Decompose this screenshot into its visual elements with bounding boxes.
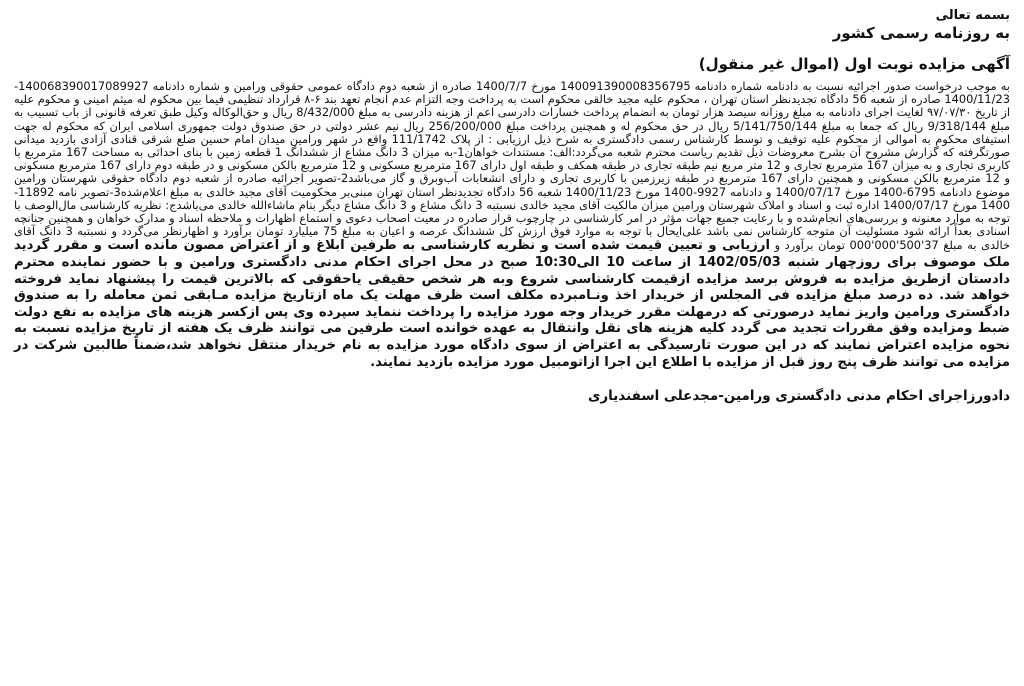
notice-page xyxy=(14,8,1010,678)
notice-body-bold-inline: ارزیابی و تعیین قیمت شده است و نظریه کارشناسی به طرفین ابلاغ و از اعتراض مصون مانده است و مقرر گردید ملک موصوف برای روزچهار شنبه 1402/05/03 از ساعت 10 الی10:30 صبح در محل اجرای احکام مدنی دادگستری ورامین و با حضور نماینده محترم دادستان ازطریق مزایده به فروش برسد مزایده ازقیمت کارشناسی شروع وبه هر شخص حقیقی یاحقوقی که بالاترین قیمت را پیشنهاد نماید فروخته خواهد شد. ده درصد مبلغ مزایده فی المجلس از خریدار اخذ ونـامبرده مکلف است ظرف مهلت یک ماه ازتاریخ مزایده مـابقی ثمن معامله را به صندوق دادگستری ورامین واریز نماید درصورتی که درمهلت مقرر خریدار وجه مورد مزایده را پرداخت ننماید سپرده وی پس ازکسر هزینه های مزایده به نفع دولت ضبط ومزایده وفق مقررات تجدید می گردد کلیه هزینه های نقل وانتقال به عهده خوانده است طرفین می توانند ظرف یک هفته از تاریخ مزایده نسبت به نحوه مزایده اعتراض نمایند که در این صورت تارسیدگی به اعتراض از سوی دادگاه مورد مزایده به نام خریدار منتقل نخواهد شد،ضمناً طالبین شرکت در مزایده می توانند ظرف پنج روز قبل از مزایده با اطلاع این اجرا ازاتومبیل مورد مزایده بازدید نمایند. xyxy=(14,238,1011,370)
notice-title: آگهی مزایده نوبت اول (اموال غیر منقول) xyxy=(698,55,1010,73)
newspaper-heading: به روزنامه رسمی کشور xyxy=(832,24,1010,42)
notice-body xyxy=(14,80,1010,371)
notice-body-text xyxy=(14,80,1010,371)
basmala-heading: بسمه تعالی xyxy=(935,8,1010,23)
notice-body-regular: به موجب درخواست صدور اجرائیه نسبت به دادنامه شماره دادنامه 140091390008356795 مورخ 1400/7/7 صادره از شعبه دوم دادگاه عمومی حقوقی ورامین و شماره دادنامه 140068390017089927-1400/11/23 صادره از شعبه 56 دادگاه تجدیدنظر استان تهران ، محکوم علیه مجید خالقی محکوم است به پرداخت وجه التزام عدم انجام تعهد بند ۶-۸ قرارداد تنظیمی فیما بین محکوم له میثم امینی و محکوم علیه از تاریخ ۹۷/۰۷/۳۰ لغایت اجرای دادنامه به مبلغ روزانه سیصد هزار تومان به انضمام پرداخت خسارات دادرسی اعم از هزینه دادرسی به مبلغ 8/432/000 ریال و حق‌الوکاله وکیل طبق تعرفه قانونی از باب تسبیب به مبلغ 9/318/144 ریال که جمعا به مبلغ 5/141/750/144 ریال در حق محکوم له و همچنین پرداخت مبلغ 256/200/000 ریال نیم عشر دولتی در حق صندوق دولت جمهوری اسلامی ایران که محکوم له جهت استیفای محکوم به اموالی از محکوم علیه توقیف و توسط کارشناس رسمی دادگستری به شرح ذیل ارزیابی : از پلاک 111/1742 واقع در شهر ورامین میدان امام حسین ضلع شرقی قنادی آزادی بازدید میدانی صورتگرفته که گزارش مشروح آن بشرح معروضات ذیل تقدیم ریاست محترم شعبه می‌گردد:الف: مستندات خواهان1-به میزان 3 دانگ مشاع از ششدانگ 1 قطعه زمین با بنای احداثی به مساحت 167 مترمربع با کاربری تجاری و به میزان 167 مترمربع تجاری و 12 متر مربع نیم طبقه تجاری در طبقه همکف و طبقه اول دارای 167 مترمربع مسکونی و 12 مترمربع بالکن مسکونی و در طبقه دوم دارای 167 مترمربع مسکونی و 12 مترمربع بالکن مسکونی و همچنین دارای 167 مترمربع در طبقه زیرزمین با کاربری تجاری و دارای انشعابات آب‌وبرق و گاز می‌باشد2-تصویر اجرائیه صادره از شعبه دوم دادگاه حقوقی شهرستان ورامین موضوع دادنامه 6795-1400 مورخ 1400/07/17 و دادنامه 9927-1400 مورخ 1400/11/23 شعبه 56 دادگاه تجدیدنظر استان تهران مبنی‌بر محکومیت آقای مجید خالدی به مبلغ اعلام‌شده3-تصویر نامه 11892-1400 مورخ 1400/07/17 اداره ثبت و اسناد و املاک شهرستان ورامین میزان مالکیت آقای مجید خالدی نسبتبه 3 دانگ مشاع و 3 دانگ مشاع دیگر بنام ماشاءالله خالدی می‌باشدج: نظریه کارشناسی مال‌الوصف با توجه به موارد معنونه و بررسی‌های انجام‌شده و با رعایت جمیع جهات مؤثر در امر کارشناسی در چارچوب قرار صادره در معیت اصحاب دعوی و استماع اظهارات و ملاحظه اسناد و مدارک خواهان و همچنین جنانچه اسنادی بعداً ارائه شود مسئولیت آن متوجه کارشناس نمی باشد علی‌ایحال با توجه به موارد فوق ارزش کل ششدانگ عرصه و اعیان به مبلغ 75 میلیارد تومان برآورد و اظهارنظر می‌گردد و نسبتبه 3 دانگ آقای خالدی به مبلغ 37'500'000'000 تومان برآورد و xyxy=(14,79,1011,253)
notice-signature: دادورزاجرای احکام مدنی دادگستری ورامین-مجدعلی اسفندیاری xyxy=(588,388,1010,405)
